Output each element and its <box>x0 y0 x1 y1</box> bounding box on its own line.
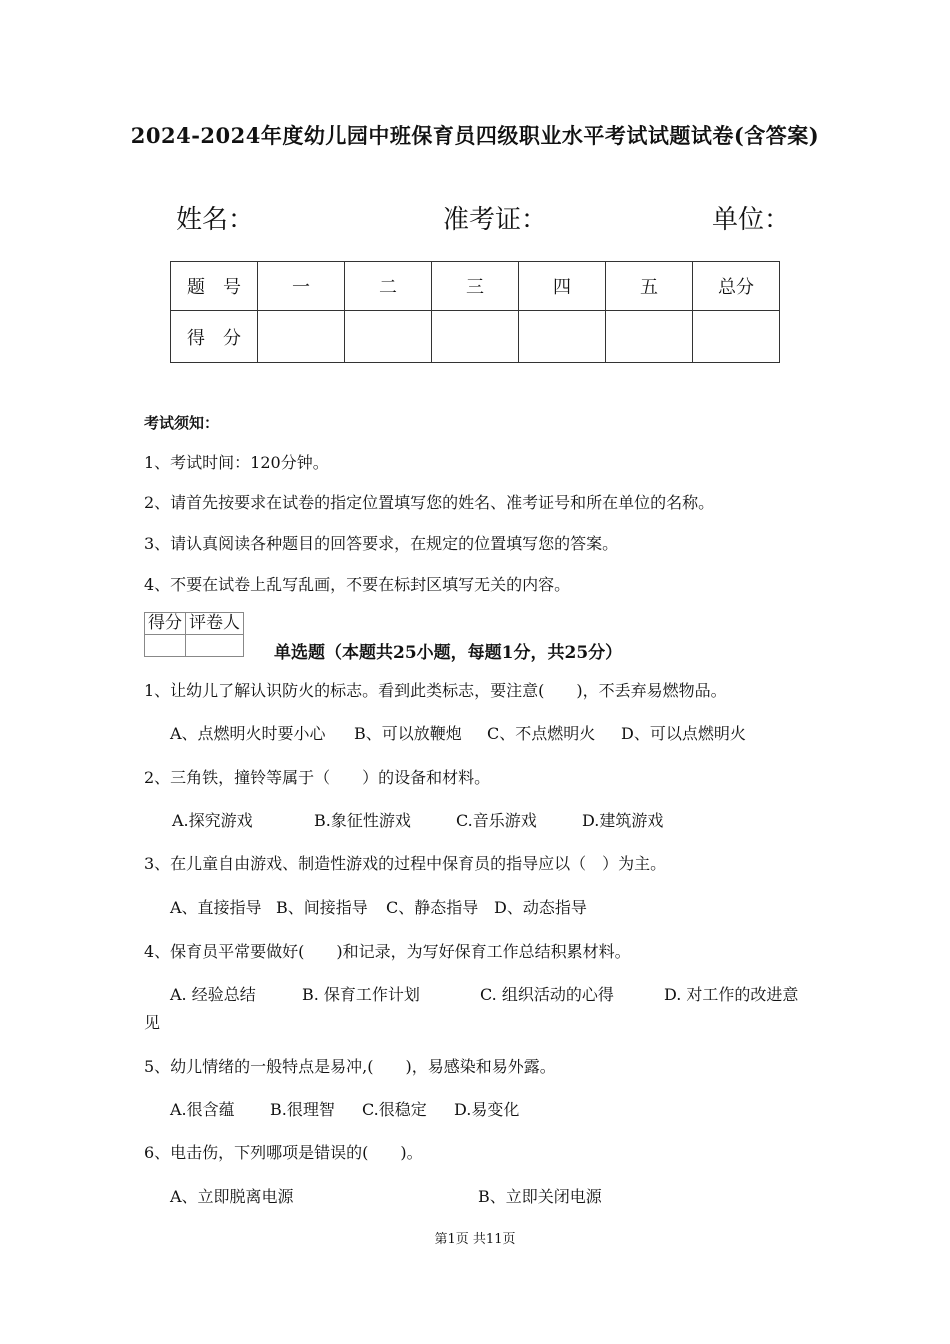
question-option: D.建筑游戏 <box>582 811 664 830</box>
question-option: D. 对工作的改进意 <box>664 985 799 1004</box>
question-option: A. 经验总结 <box>170 985 256 1004</box>
notice-item: 2、请首先按要求在试卷的指定位置填写您的姓名、准考证号和所在单位的名称。 <box>144 493 715 512</box>
grader-score-cell[interactable] <box>145 635 186 657</box>
question-option: B、可以放鞭炮 <box>354 724 462 743</box>
question-stem: 2、三角铁，撞铃等属于（ ）的设备和材料。 <box>144 768 491 787</box>
score-table-score-row <box>171 311 780 363</box>
score-cell[interactable] <box>606 311 693 363</box>
score-header-cell: 二 <box>345 262 432 311</box>
notice-item: 4、不要在试卷上乱写乱画，不要在标封区填写无关的内容。 <box>144 575 571 594</box>
question-option: B、间接指导 <box>276 898 368 917</box>
page-footer: 第1页 共11页 <box>434 1232 516 1247</box>
question-option: D.易变化 <box>454 1100 520 1119</box>
score-header-cell: 一 <box>258 262 345 311</box>
question-option: A、直接指导 <box>170 898 262 917</box>
score-table-header-row <box>171 262 780 311</box>
notice-item: 3、请认真阅读各种题目的回答要求，在规定的位置填写您的答案。 <box>144 534 619 553</box>
score-header-cell: 题 号 <box>171 262 258 311</box>
unit-label: 单位： <box>712 205 791 235</box>
grader-reviewer-label: 评卷人 <box>186 613 244 635</box>
score-cell[interactable] <box>519 311 606 363</box>
question-option-continued: 见 <box>144 1013 161 1032</box>
score-header-cell: 五 <box>606 262 693 311</box>
score-cell[interactable] <box>258 311 345 363</box>
grader-box <box>144 612 244 657</box>
question-option: D、可以点燃明火 <box>621 724 746 743</box>
score-header-cell: 三 <box>432 262 519 311</box>
score-cell[interactable] <box>432 311 519 363</box>
grader-score-label: 得分 <box>145 613 186 635</box>
question-option: C、静态指导 <box>386 898 479 917</box>
question-option: A、点燃明火时要小心 <box>170 724 326 743</box>
question-option: D、动态指导 <box>494 898 587 917</box>
question-stem: 5、幼儿情绪的一般特点是易冲,( )，易感染和易外露。 <box>144 1057 556 1076</box>
question-option: B、立即关闭电源 <box>478 1187 602 1206</box>
question-option: C.音乐游戏 <box>456 811 537 830</box>
ticket-label: 准考证： <box>443 205 548 235</box>
question-stem: 1、让幼儿了解认识防火的标志。看到此类标志，要注意( )，不丢弃易燃物品。 <box>144 681 727 700</box>
question-option: A.探究游戏 <box>172 811 253 830</box>
score-cell[interactable] <box>345 311 432 363</box>
question-stem: 6、电击伤，下列哪项是错误的( )。 <box>144 1143 423 1162</box>
question-option: B. 保育工作计划 <box>302 985 420 1004</box>
question-option: A、立即脱离电源 <box>170 1187 294 1206</box>
score-row-label: 得 分 <box>171 311 258 363</box>
notice-heading: 考试须知： <box>144 414 220 432</box>
document-title: 2024-2024年度幼儿园中班保育员四级职业水平考试试题试卷(含答案) <box>130 123 820 148</box>
question-option: C、不点燃明火 <box>487 724 596 743</box>
question-option: C.很稳定 <box>362 1100 427 1119</box>
name-label: 姓名： <box>176 205 255 235</box>
section-title: 单选题（本题共25小题，每题1分，共25分） <box>274 643 623 663</box>
question-option: B.很理智 <box>270 1100 335 1119</box>
score-table <box>170 261 780 363</box>
question-option: A.很含蕴 <box>170 1100 235 1119</box>
score-header-cell: 四 <box>519 262 606 311</box>
question-stem: 4、保育员平常要做好( )和记录，为写好保育工作总结积累材料。 <box>144 942 631 961</box>
grader-reviewer-cell[interactable] <box>186 635 244 657</box>
score-cell[interactable] <box>693 311 780 363</box>
question-option: C. 组织活动的心得 <box>480 985 614 1004</box>
question-stem: 3、在儿童自由游戏、制造性游戏的过程中保育员的指导应以（ ）为主。 <box>144 854 667 873</box>
question-option: B.象征性游戏 <box>314 811 411 830</box>
score-header-cell: 总分 <box>693 262 780 311</box>
notice-item: 1、考试时间：120分钟。 <box>144 453 329 472</box>
